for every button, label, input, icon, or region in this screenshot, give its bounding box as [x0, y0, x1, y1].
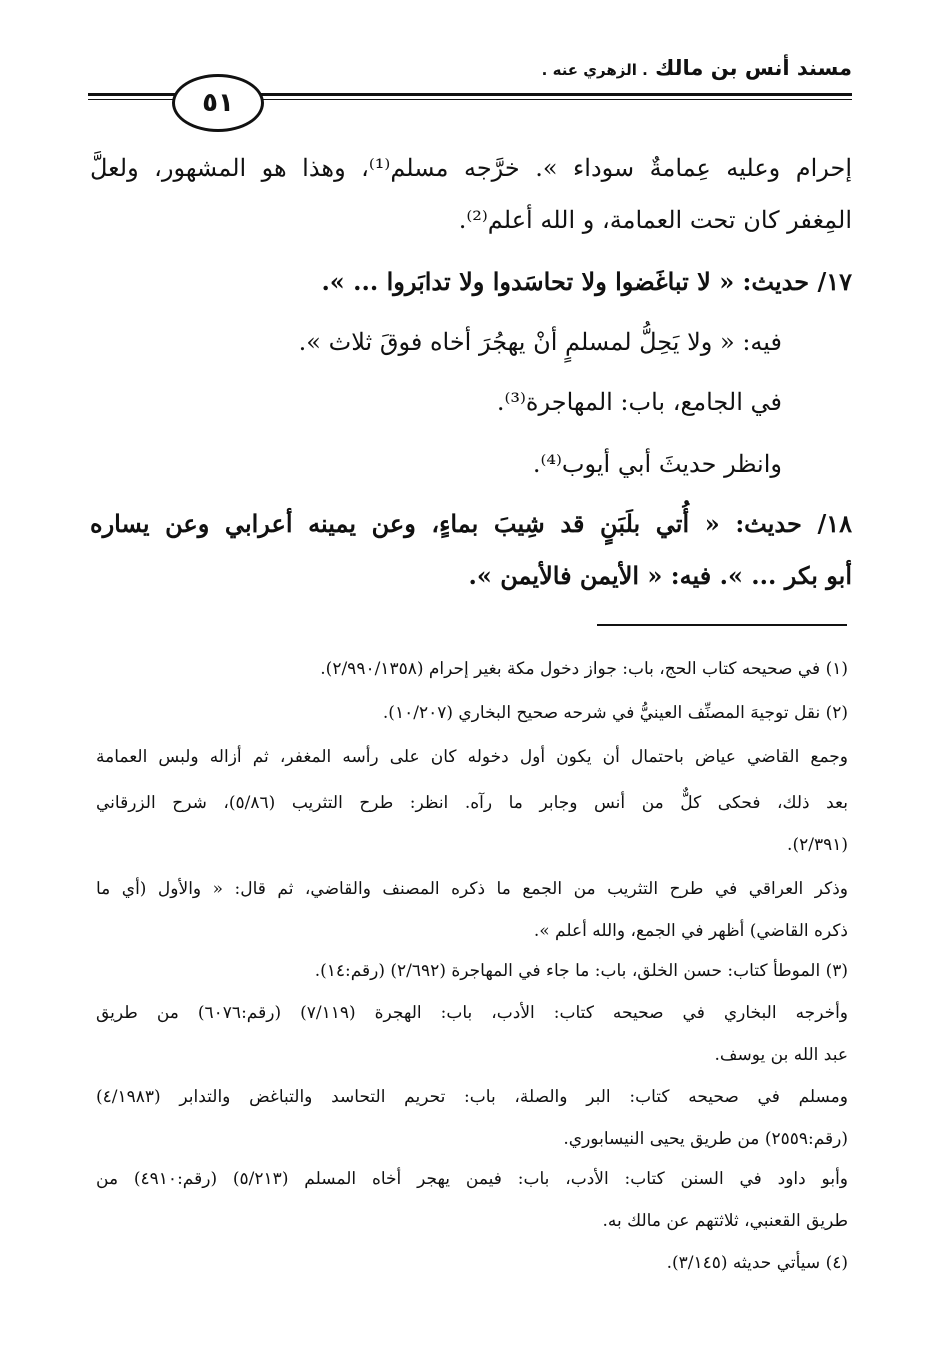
footnote-3-line-6: وأبو داود في السنن كتاب: الأدب، باب: فيمن يهجر أخاه المسلم (٥/٢١٣) (رقم:٤٩١٠) من: [96, 1169, 848, 1189]
footnote-2-line-5: وذكر العراقي في طرح التثريب من الجمع ما ذكره المصنف والقاضي، ثم قال: « والأول (أي ما: [96, 879, 848, 899]
footnote-3-line-2: وأخرجه البخاري في صحيحه كتاب: الأدب، باب: الهجرة (٧/١١٩) (رقم:٦٠٧٦) من طريق: [96, 1003, 849, 1023]
page-number-badge: [172, 74, 264, 132]
footnote-2-line-6: ذكره القاضي) أظهر في الجمع، والله أعلم ».: [533, 921, 848, 941]
hadith-18-continuation: أبو بكر ... ». فيه: « الأيمن فالأيمن ».: [468, 561, 852, 590]
header-subtitle: . الزهري عنه .: [541, 61, 648, 79]
footnote-2: (٢) نقل توجيهَ المصنِّف العينيُّ في شرحه صحيح البخاري (١٠/٢٠٧).: [382, 703, 848, 723]
footnote-2-line-4: (٢/٣٩١).: [787, 835, 848, 855]
footnote-separator: [597, 624, 847, 626]
footnote-2-line-3: بعد ذلك، فحكى كلٌّ من أنس وجابر ما رآه. انظر: طرح التثريب (٥/٨٦)، شرح الزرقاني: [96, 793, 848, 813]
footnote-3-line-4: ومسلم في صحيحه كتاب: البر والصلة، باب: تحريم التحاسد والتباغض والتدابر (٤/١٩٨٣): [96, 1087, 848, 1107]
footnote-1: (١) في صحيحه كتاب الحج، باب: جواز دخول مكة بغير إحرام (٢/٩٩٠/١٣٥٨).: [320, 659, 848, 679]
hadith-17-fiih: فيه: « ولا يَحِلُّ لمسلمٍ أنْ يهجُرَ أخاه فوقَ ثلاث ».: [298, 328, 782, 356]
footnote-3-line-7: طريق القعنبي، ثلاثتهم عن مالك به.: [602, 1211, 848, 1231]
footnote-3: (٣) الموطأ كتاب: حسن الخلق، باب: ما جاء في المهاجرة (٢/٦٩٢) (رقم:١٤).: [314, 961, 848, 981]
body-line-2: المِغفر كان تحت العمامة، و الله أعلم⁽²⁾.: [458, 206, 852, 234]
running-header: [542, 56, 852, 80]
footnote-2-line-2: وجمع القاضي عياض باحتمال أن يكون أول دخوله كان على رأسه المغفر، ثم أزاله ولبس العمامة: [96, 747, 848, 767]
hadith-18-heading: ١٨/ حديث: « أُتي بلَبَنٍ قد شِيبَ بماءٍ، وعن يمينه أعرابي وعن يساره: [90, 509, 852, 538]
hadith-17-ref: في الجامع، باب: المهاجرة⁽³⁾.: [496, 388, 782, 416]
body-line-1: إحرام وعليه عِمامةٌ سوداء ». خرَّجه مسلم⁽¹⁾، وهذا هو المشهور، ولعلَّ: [90, 154, 852, 182]
footnote-3-line-5: (رقم:٢٥٥٩) من طريق يحيى النيسابوري.: [563, 1129, 848, 1149]
hadith-17-heading: ١٧/ حديث: « لا تباغَضوا ولا تحاسَدوا ولا تدابَروا ... ».: [321, 267, 852, 296]
header-title: مسند أنس بن مالك: [655, 56, 852, 80]
footnote-3-line-3: عبد الله بن يوسف.: [714, 1045, 848, 1065]
footnote-4: (٤) سيأتي حديثه (٣/١٤٥).: [666, 1253, 848, 1273]
page-number: ٥١: [202, 88, 234, 118]
hadith-17-see-also: وانظر حديثَ أبي أيوب⁽⁴⁾.: [532, 450, 782, 478]
